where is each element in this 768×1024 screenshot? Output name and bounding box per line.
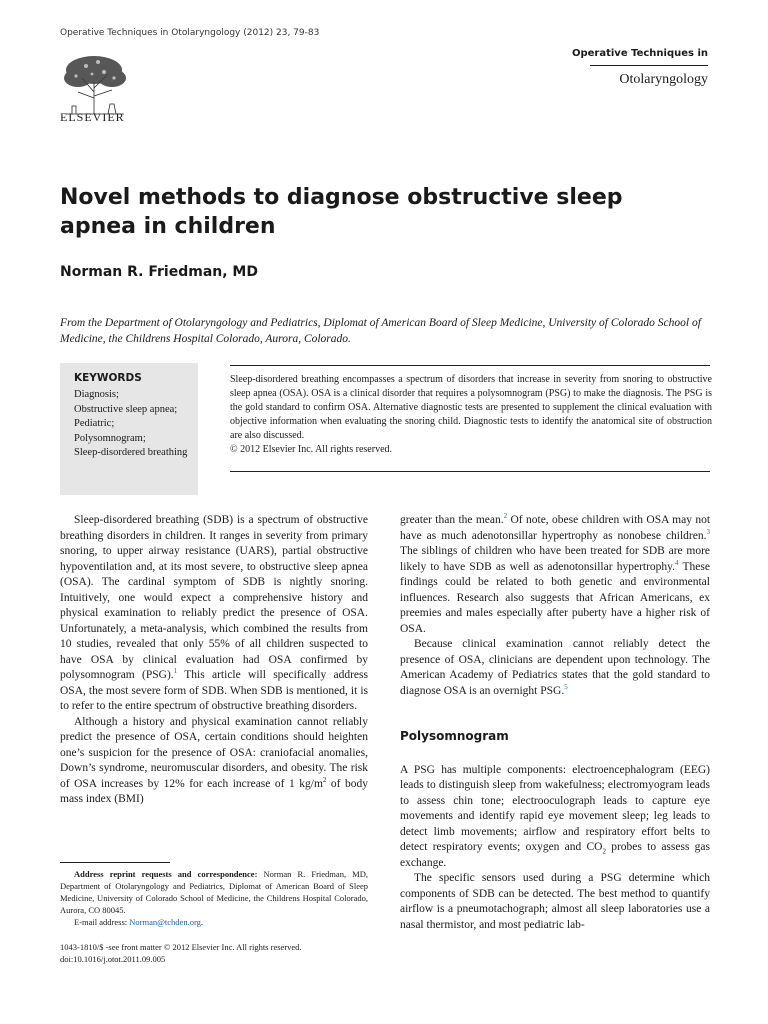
keywords-heading: KEYWORDS bbox=[74, 372, 142, 384]
journal-name-line1: Operative Techniques in bbox=[571, 48, 708, 59]
footnote-divider bbox=[60, 862, 170, 863]
journal-name-line2: Otolaryngology bbox=[619, 72, 708, 87]
keywords-list bbox=[74, 388, 192, 461]
keyword-item: Diagnosis; bbox=[74, 389, 119, 400]
doi-line: doi:10.1016/j.otot.2011.09.005 bbox=[60, 954, 166, 964]
keyword-item: Pediatric; bbox=[74, 418, 115, 429]
abstract-copyright: © 2012 Elsevier Inc. All rights reserved. bbox=[230, 444, 393, 455]
issn-line: 1043-1810/$ -see front matter © 2012 Elsevier Inc. All rights reserved. bbox=[60, 942, 302, 952]
email-link[interactable]: Norman@tchden.org bbox=[129, 917, 201, 927]
header-divider bbox=[590, 65, 708, 66]
body-paragraph: Because clinical examination cannot reliably detect the presence of OSA, clinicians are dependent upon technology. The American Academy of Pediatrics states that the gold standard to diagnose OSA is an overnight PSG.$^5$ bbox=[400, 638, 710, 697]
body-paragraph: Although a history and physical examination cannot reliably predict the presence of OSA, certain conditions should heighten one’s suspicion for the presence of OSA: craniofacial anomalies, Down’s syndrome, neuromuscular disorders, and obesity. The risk of OSA increases by 12% for each increase of 1 $kg/m^2$ of body mass index (BMI) bbox=[60, 715, 368, 805]
keyword-item: Sleep-disordered breathing bbox=[74, 447, 188, 458]
front-matter bbox=[60, 941, 390, 965]
reference-link[interactable]: 4 bbox=[675, 558, 679, 567]
publisher-name: ELSEVIER bbox=[60, 110, 125, 124]
article-author: Norman R. Friedman, MD bbox=[60, 264, 258, 280]
correspondence-footnote: Address reprint requests and correspondence: Norman R. Friedman, MD, Department of Otolaryngology and Pediatrics, Diplomat of American Board of Sleep Medicine, University of Colorado School of Medicine, the Childrens Hospital Colorado, Aurora, CO 80045. E-mail address: Norman@tchden.org. bbox=[60, 869, 368, 927]
reference-link[interactable]: 2 bbox=[503, 512, 508, 521]
reference-link[interactable]: 3 bbox=[706, 527, 710, 536]
body-column-right bbox=[400, 513, 710, 933]
body-paragraph: A PSG has multiple components: electroencephalogram (EEG) leads to distinguish sleep from wakefulness; electromyogram leads to assess chin tone; electrooculograph leads to capture eye movements and identify rapid eye movement sleep; leg leads to detect limb movements; airflow and respiratory effort belts to detect respiratory events; oxygen and $CO_2$ probes to assess gas exchange. bbox=[400, 763, 710, 869]
abstract-rule-top bbox=[230, 365, 710, 366]
author-affiliation: From the Department of Otolaryngology and Pediatrics, Diplomat of American Board of Sleep Medicine, University of Colorado School of Medicine, the Childrens Hospital Colorado, Aurora, Colorado. bbox=[60, 317, 701, 345]
body-paragraph: Sleep-disordered breathing (SDB) is a spectrum of obstructive breathing disorders in children. It ranges in severity from primary snoring, to upper airway resistance (UARS), partial obstructive hypoventilation and, at its most severe, to obstructive sleep apnea (OSA). The cardinal symptom of SDB is nightly snoring. Intuitively, one would expect a comprehensive history and physical examination to reliably predict the presence of OSA. Unfortunately, a meta-analysis, which combined the results from 10 studies, revealed that only 55% of all children suspected to have OSA by clinical evaluation had OSA confirmed by polysomnogram (PSG).$^1$ This article will specifically address OSA, the most severe form of SDB. When SDB is mentioned, it is to refer to the entire spectrum of obstructive breathing disorders. bbox=[60, 514, 368, 712]
keyword-item: Obstructive sleep apnea; bbox=[74, 403, 178, 415]
abstract bbox=[230, 373, 712, 457]
reference-link[interactable]: 5 bbox=[564, 682, 568, 691]
abstract-text: Sleep-disordered breathing encompasses a spectrum of disorders that increase in severity from snoring to obstructive sleep apnea (OSA). OSA is a clinical disorder that requires a polysomnogram (PSG) to make the diagnosis. The PSG is the gold standard to confirm OSA. Alternative diagnostic tests are presented to supplement the clinical evaluation with objective information when evaluating the snoring child. Diagnostic tests to identify the anatomical site of obstruction are also discussed. bbox=[230, 374, 712, 441]
section-heading: Polysomnogram bbox=[400, 729, 509, 743]
reference-link[interactable]: 1 bbox=[173, 667, 178, 676]
journal-citation: Operative Techniques in Otolaryngology (2012) 23, 79-83 bbox=[60, 28, 320, 38]
abstract-rule-bottom bbox=[230, 471, 710, 472]
article-title: Novel methods to diagnose obstructive sleep apnea in children bbox=[60, 185, 623, 239]
body-column-left bbox=[60, 513, 368, 808]
body-paragraph: greater than the mean.$^2$ Of note, obese children with OSA may not have as much adenotonsillar hypertrophy as nonobese children.$^3$ The siblings of children who have been treated for SDB are more likely to have SDB as well as adenotonsillar hypertrophy.$^4$ These findings could be related to both genetic and environmental influences. Research also suggests that African Americans, ex preemies and males especially after puberty have a higher risk of OSA. bbox=[400, 512, 711, 635]
footnote-label: Address reprint requests and correspondence: bbox=[74, 869, 258, 879]
body-paragraph: The specific sensors used during a PSG determine which components of SDB can be detected. The best method to quantify airflow is a pneumotachograph; almost all sleep laboratories use a nasal thermistor, and most pediatric lab- bbox=[400, 872, 710, 931]
keyword-item: Polysomnogram; bbox=[74, 432, 146, 444]
